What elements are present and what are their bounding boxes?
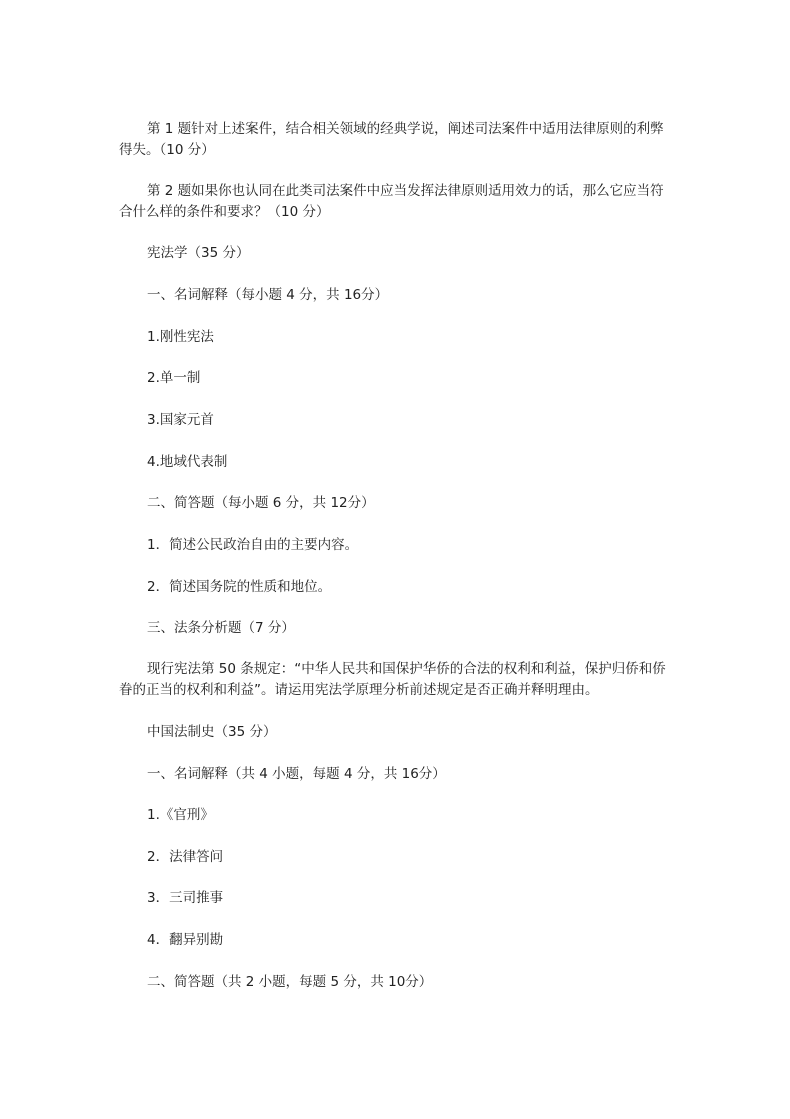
subsection-heading: 一、名词解释（共 4 小题，每题 4 分，共 16分） [147, 766, 446, 782]
short-answer-item: 1．简述公民政治自由的主要内容。 [147, 537, 359, 553]
term-item: 3．三司推事 [147, 890, 224, 906]
law-analysis-question: 现行宪法第 50 条规定：“中华人民共和国保护华侨的合法的权利和利益，保护归侨和侨眷的正当的权利和利益”。请运用宪法学原理分析前述规定是否正确并释明理由。 [119, 661, 666, 698]
question-1: 第 1 题针对上述案件，结合相关领域的经典学说，阐述司法案件中适用法律原则的利弊得失。（10 分） [119, 121, 664, 158]
subsection-heading: 二、简答题（每小题 6 分，共 12分） [147, 495, 375, 511]
question-2: 第 2 题如果你也认同在此类司法案件中应当发挥法律原则适用效力的话，那么它应当符合什么样的条件和要求？（10 分） [119, 183, 664, 220]
term-item: 4．翻异别勘 [147, 932, 224, 948]
subsection-heading: 二、简答题（共 2 小题，每题 5 分，共 10分） [147, 974, 433, 990]
term-item: 2．法律答问 [147, 849, 224, 865]
subsection-heading: 一、名词解释（每小题 4 分，共 16分） [147, 287, 389, 303]
term-item: 4.地域代表制 [147, 454, 228, 470]
term-item: 1.刚性宪法 [147, 329, 214, 345]
short-answer-item: 2．简述国务院的性质和地位。 [147, 579, 332, 595]
subsection-heading: 三、法条分析题（7 分） [147, 620, 295, 636]
section-title-constitution: 宪法学（35 分） [147, 245, 250, 261]
term-item: 2.单一制 [147, 370, 201, 386]
section-title-legal-history: 中国法制史（35 分） [147, 724, 277, 740]
term-item: 1.《官刑》 [147, 807, 214, 823]
term-item: 3.国家元首 [147, 412, 214, 428]
